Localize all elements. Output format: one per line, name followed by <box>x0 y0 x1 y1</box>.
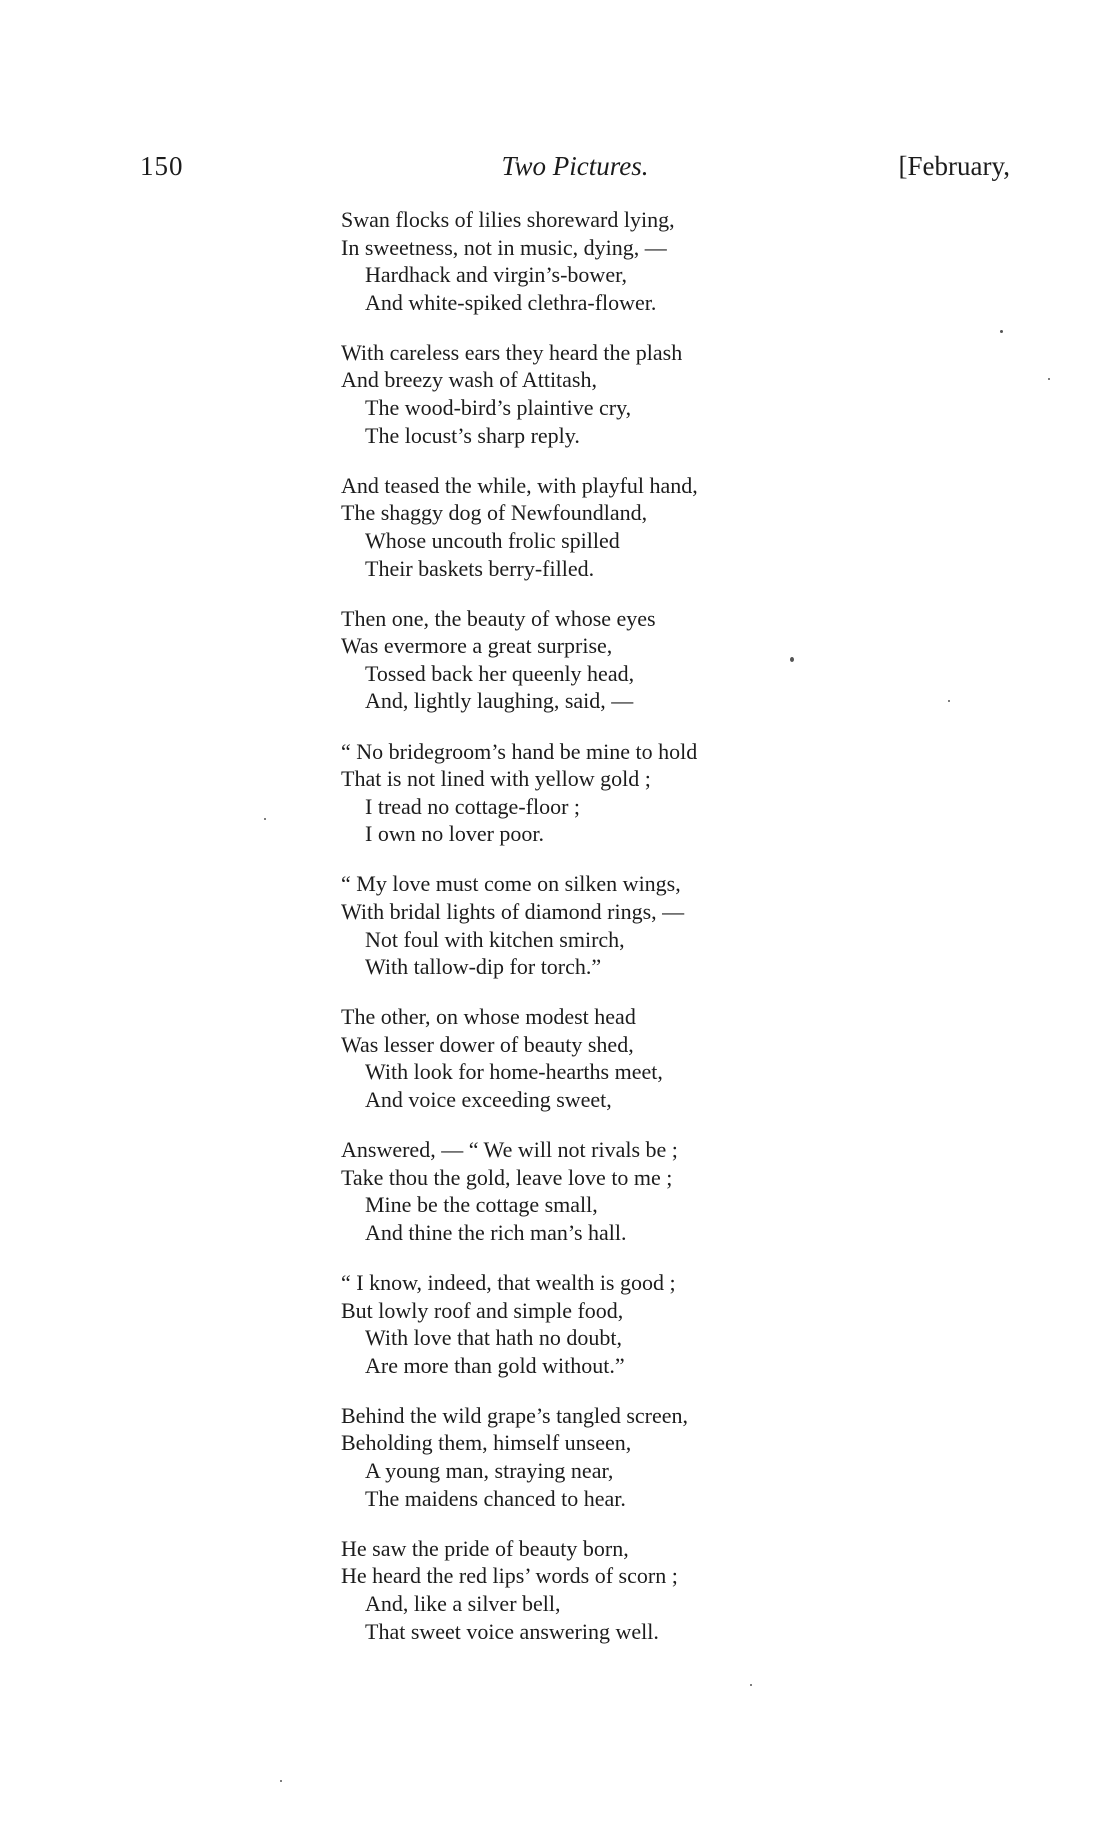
scan-speck <box>280 1780 282 1782</box>
poem-line: And thine the rich man’s hall. <box>365 1219 627 1245</box>
poem-line: Are more than gold without.” <box>365 1352 625 1378</box>
stanza <box>341 472 901 582</box>
page-number: 150 <box>140 151 184 181</box>
poem-line: Swan flocks of lilies shoreward lying, <box>341 207 675 232</box>
poem-line: Was lesser dower of beauty shed, <box>341 1031 634 1057</box>
poem-line: I tread no cottage-floor ; <box>365 793 581 819</box>
poem-line: The maidens chanced to hear. <box>365 1485 626 1511</box>
running-title: Two Pictures. <box>501 151 649 181</box>
poem-line: “ I know, indeed, that wealth is good ; <box>341 1270 676 1295</box>
poem-line: He saw the pride of beauty born, <box>341 1535 629 1561</box>
poem-line: Whose uncouth frolic spilled <box>365 527 620 553</box>
poem-line: With bridal lights of diamond rings, — <box>341 898 685 924</box>
poem-line: With look for home-hearths meet, <box>365 1059 663 1085</box>
scan-speck <box>790 657 794 662</box>
poem-line: And, like a silver bell, <box>365 1590 561 1616</box>
stanza <box>341 605 901 715</box>
scan-speck <box>264 818 266 820</box>
poem-line: In sweetness, not in music, dying, — <box>341 234 667 260</box>
poem-line: The wood-bird’s plaintive cry, <box>365 395 632 421</box>
running-header <box>140 146 1010 186</box>
stanza <box>341 1402 901 1512</box>
poem-line: That sweet voice answering well. <box>365 1618 659 1644</box>
poem-line: But lowly roof and simple food, <box>341 1297 624 1323</box>
stanza <box>341 206 901 316</box>
poem-line: With tallow-dip for torch.” <box>365 954 602 980</box>
poem-line: The shaggy dog of Newfoundland, <box>341 500 648 526</box>
poem-line: The other, on whose modest head <box>341 1004 636 1030</box>
poem-line: Not foul with kitchen smirch, <box>365 926 625 952</box>
stanza <box>341 738 901 848</box>
stanza <box>341 1269 901 1379</box>
stanza <box>341 1003 901 1113</box>
poem-line: “ My love must come on silken wings, <box>341 871 681 897</box>
poem-line: Tossed back her queenly head, <box>365 660 635 686</box>
poem-line: Beholding them, himself unseen, <box>341 1430 632 1456</box>
poem-line: That is not lined with yellow gold ; <box>341 766 651 792</box>
poem-line: Take thou the gold, leave love to me ; <box>341 1164 673 1190</box>
poem-line: Hardhack and virgin’s-bower, <box>365 262 628 288</box>
poem-line: And teased the while, with playful hand, <box>341 472 698 498</box>
poem-line: Their baskets berry-filled. <box>365 555 595 581</box>
scan-speck <box>948 700 950 702</box>
poem-line: Was evermore a great surprise, <box>341 633 613 659</box>
stanza <box>341 339 901 449</box>
scan-speck <box>750 1684 752 1686</box>
poem-line: A young man, straying near, <box>365 1458 614 1484</box>
stanza <box>341 1535 901 1645</box>
poem-line: Answered, — “ We will not rivals be ; <box>341 1137 678 1163</box>
poem-line: “ No bridegroom’s hand be mine to hold <box>341 738 698 764</box>
poem-line: I own no lover poor. <box>365 821 545 847</box>
scan-speck <box>1000 330 1003 333</box>
running-date: [February, <box>898 151 1010 181</box>
poem-line: Behind the wild grape’s tangled screen, <box>341 1402 689 1428</box>
poem-line: The locust’s sharp reply. <box>365 422 580 448</box>
poem-line: And voice exceeding sweet, <box>365 1087 612 1113</box>
poem-line: He heard the red lips’ words of scorn ; <box>341 1563 678 1589</box>
poem-line: Then one, the beauty of whose eyes <box>341 605 656 631</box>
poem-line: With careless ears they heard the plash <box>341 339 683 365</box>
poem-line: And breezy wash of Attitash, <box>341 367 597 393</box>
poem-line: And white-spiked clethra-flower. <box>365 289 657 315</box>
stanza <box>341 1136 901 1246</box>
poem-line: With love that hath no doubt, <box>365 1325 622 1351</box>
scan-speck <box>1048 378 1050 380</box>
poem-body <box>341 206 901 1668</box>
poem-line: Mine be the cottage small, <box>365 1192 598 1218</box>
poem-line: And, lightly laughing, said, — <box>365 688 634 714</box>
stanza <box>341 870 901 980</box>
